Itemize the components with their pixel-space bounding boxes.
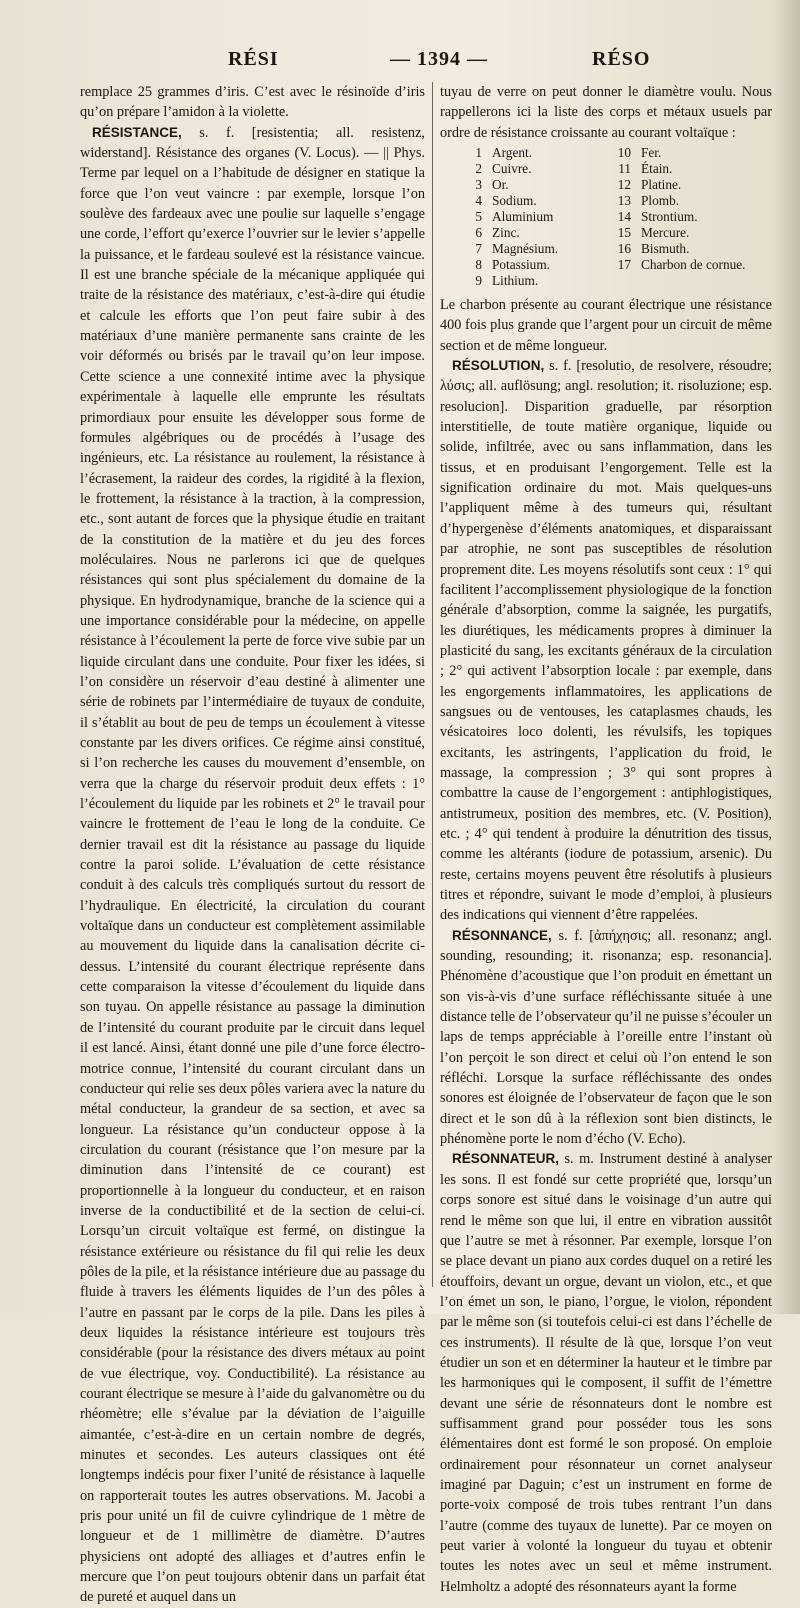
metal-rank: 8 xyxy=(475,257,482,273)
column-divider xyxy=(432,82,433,1287)
metal-item xyxy=(462,273,603,289)
metal-rank: 11 xyxy=(618,161,631,177)
metal-rank: 15 xyxy=(617,225,631,241)
metal-name: Mercure. xyxy=(641,225,690,241)
metal-rank: 1 xyxy=(475,145,482,161)
metal-rank: 4 xyxy=(475,193,482,209)
metal-rank: 10 xyxy=(617,145,631,161)
page-number: — 1394 — xyxy=(390,48,488,70)
metal-item xyxy=(611,193,752,209)
headword-resonnateur: RÉSONNATEUR, xyxy=(452,1151,560,1167)
metal-item xyxy=(462,241,603,257)
metal-item xyxy=(462,145,603,161)
running-head-right: RÉSO xyxy=(592,48,651,70)
left-column xyxy=(80,82,425,1606)
metal-name: Sodium. xyxy=(492,193,537,209)
metal-name: Bismuth. xyxy=(641,241,690,257)
metal-item xyxy=(462,161,603,177)
metal-name: Strontium. xyxy=(641,209,698,225)
entry-resolution xyxy=(440,356,772,926)
right-column xyxy=(440,82,773,1595)
metal-name: Or. xyxy=(492,177,509,193)
headword-resistance: RÉSISTANCE, xyxy=(92,124,182,140)
metal-name: Plomb. xyxy=(641,193,680,209)
metal-rank: 6 xyxy=(475,225,482,241)
metal-item xyxy=(462,209,603,225)
metal-rank: 12 xyxy=(617,177,631,193)
metal-resistance-list xyxy=(462,145,752,289)
metal-item xyxy=(462,177,603,193)
headword-resolution: RÉSOLUTION, xyxy=(452,358,545,374)
metal-name: Aluminium xyxy=(492,209,554,225)
metal-item xyxy=(611,177,752,193)
metal-rank: 3 xyxy=(475,177,482,193)
metal-item xyxy=(611,241,752,257)
metal-name: Platine. xyxy=(641,177,682,193)
entry-resistance xyxy=(80,123,425,1608)
metal-rank: 9 xyxy=(475,273,482,289)
charbon-note: Le charbon présente au courant électrique une résistance 400 fois plus grande que l’argent pour un circuit de même section et de même longueur. xyxy=(440,297,772,354)
entry-resistance-body: s. f. [resistentia; all. resistenz, widerstand]. Résistance des organes (V. Locus). — || Phys. Terme par lequel on a l’habitude de désigner en statique la force que l’on veut vaincre : par exemple, lorsque l’on soulève des fardeaux avec une poulie sur laquelle s’engage une corde, l’effort qu’exerce l’ouvrier sur le levier s’appelle la puissance, et le fardeau soulevé est la résistance vaincue. Il est une branche spéciale de la mécanique appliquée qui traite de la résistance des matériaux, c’est-à-dire qui étudie et calcule les efforts que l’on peut faire subir à des matériaux d’une manière permanente sans crainte de les voir déformés ou brisés par le travail qu’on leur impose. Cette science a une connexité intime avec la physique expérimentale à laquelle elle emprunte les résultats primordiaux pour ensuite les développer sous forme de formules algébriques ou de procédés à l’usage des ingénieurs, etc. La résistance au roulement, la résistance à l’écrasement, la raideur des cordes, la rigidité à la flexion, le frottement, la résistance à la traction, à la compression, etc., sont autant de forces que la physique étudie en traitant de la constitution de la matière et du jeu des forces moléculaires. Nous ne parlerons ici que de quelques résistances qui sont plus spécialement du domaine de la physique. En hydrodynamique, branche de la science qui a une importance considérable pour la médecine, on appelle résistance à l’écoulement la perte de force vive subie par un liquide circulant dans une conduite. Pour fixer les idées, si l’on considère un réservoir d’eau destiné à alimenter une série de robinets par l’intermédiaire de tuyaux de conduite, il s’établit au bout de peu de temps un écoulement à vitesse constante par les divers orifices. Ce régime ainsi constitué, si l’on recherche les causes du mouvement d’ensemble, on verra que la charge du réservoir produit deux effets : 1° l’écoulement du liquide par les robinets et 2° le travail pour vaincre le frottement de l’eau le long de la conduite. Ce dernier travail est dit la résistance au passage du liquide contre la paroi solide. L’évaluation de cette résistance conduit à des calculs très compliqués surtout du ressort de l’hydraulique. En électricité, la circulation du courant voltaïque dans un conducteur est complètement assimilable au mouvement du liquide dans la canalisation décrite ci-dessus. L’intensité du courant électrique représente dans cette comparaison la vitesse d’écoulement du liquide dans son tuyau. On appelle résistance au passage la diminution de l’intensité du courant produite par le circuit dans lequel il est lancé. Ainsi, étant donné une pile d’une force électro-motrice connue, l’intensité du courant circulant dans un conducteur qui relie ses deux pôles variera avec la nature du métal conducteur, la grandeur de sa section, et avec sa longueur. La résistance qu’un conducteur oppose à la circulation du courant (résistance que l’on mesure par la diminution dans l’intensité de ce courant) est proportionnelle à la longueur du conducteur, et en raison inverse de la conductibilité et de la section de celui-ci. Lorsqu’un circuit voltaïque est fermé, on distingue la résistance extérieure ou résistance du fil qui relie les deux pôles de la pile, et la résistance intérieure due au passage du fluide à travers les éléments liquides de l’un des pôles à l’autre en passant par le corps de la pile. Dans les piles à deux liquides la résistance intérieure est toujours très considérable (pour la résistance des divers métaux au point de vue électrique, voy. Conductibilité). La résistance au courant électrique se mesure à l’aide du galvanomètre ou du rhéomètre; elle s’évalue par la déviation de l’aiguille aimantée, c’est-à-dire en un certain nombre de degrés, minutes et secondes. Les auteurs classiques ont été longtemps indécis pour fixer l’unité de résistance à laquelle on rapporterait toutes les autres observations. M. Jacobi a pris pour unité un fil de cuivre cylindrique de 1 mètre de longueur et de 1 millimètre de diamètre. D’autres physiciens ont adopté des alliages et d’autres enfin le mercure que l’on peut toujours obtenir dans un parfait état de pureté et auquel dans un xyxy=(80,124,425,1606)
metal-name: Zinc. xyxy=(492,225,520,241)
metal-name: Argent. xyxy=(492,145,533,161)
continued-entry-text: remplace 25 grammes d’iris. C’est avec le résinoïde d’iris qu’on prépare l’amidon à la violette. xyxy=(80,84,425,121)
metal-name: Potassium. xyxy=(492,257,550,273)
metal-item xyxy=(611,225,752,241)
metal-item xyxy=(611,145,752,161)
metal-name: Magnésium. xyxy=(492,241,559,257)
headword-resonnance: RÉSONNANCE, xyxy=(452,927,552,943)
metal-name: Fer. xyxy=(641,145,662,161)
metal-rank: 17 xyxy=(617,257,631,273)
entry-resolution-body: s. f. [resolutio, de resolvere, résoudre; λύσις; all. auflösung; angl. resolution; it. risoluzione; esp. resolucion]. Disparition graduelle, par résorption interstitielle, de toute matière organique, liquide ou solide, infiltrée, avec ou sans inflammation, dans les tissus, et en produisant l’engorgement. Telle est la signification ordinaire du mot. Mais quelques-uns l’appliquent même à des tumeurs qui, résultant d’hypergenèse d’éléments anatomiques, et disparaissant par atrophie, ne sont pas susceptibles de résolution proprement dite. Les moyens résolutifs sont ceux : 1° qui facilitent l’accomplissement physiologique de la fonction générale d’absorption, comme la saignée, les purgatifs, les diurétiques, les médicaments propres à diminuer la plasticité du sang, les excitants généraux de la circulation ; 2° qui activent l’absorption locale : par exemple, dans les engorgements inflammatoires, les applications de sangsues ou de ventouses, les cataplasmes chauds, les vésicatoires loco dolenti, les révulsifs, les topiques excitants, les astringents, l’application du froid, le massage, la compression ; 3° qui sont propres à combattre la cause de l’engorgement : antiphlogistiques, antistrumeux, position des membres, etc. (V. Position), etc. ; 4° qui tendent à produire la dénutrition des tissus, comme les altérants (iodure de potassium, arsenic). Du reste, certains moyens peuvent être résolutifs à plusieurs titres et répondre, suivant le mode d’emploi, à plusieurs des indications qui viennent d’être rappelées. xyxy=(440,358,772,924)
metal-rank: 2 xyxy=(475,161,482,177)
metal-item xyxy=(611,209,752,225)
entry-resonnateur xyxy=(440,1149,772,1597)
metal-name: Lithium. xyxy=(492,273,539,289)
metal-rank: 5 xyxy=(475,209,482,225)
running-head-left: RÉSI xyxy=(228,48,279,70)
continued-entry-text: tuyau de verre on peut donner le diamètre voulu. Nous rappellerons ici la liste des corps et métaux usuels par ordre de résistance croissante au courant voltaïque : xyxy=(440,84,772,141)
page-edge-shadow xyxy=(774,0,800,1314)
entry-resonnance-body: s. f. [ἀπήχησις; all. resonanz; angl. sounding, resounding; it. risonanza; esp. resonancia]. Phénomène d’acoustique que l’on produit en émettant un son vis-à-vis d’une surface réfléchissante située à une distance telle de l’observateur qu’il ne puisse s’écouler un laps de temps appréciable à l’oreille entre l’instant où l’on perçoit le son direct et celui où l’on entend le son réfléchi. Lorsque la surface réfléchissante des ondes sonores est éloignée de l’observateur de façon que le son direct et le son dû à la réflexion sont bien distincts, le phénomène porte le nom d’écho (V. Echo). xyxy=(440,927,772,1148)
metal-rank: 13 xyxy=(617,193,631,209)
metal-item xyxy=(462,225,603,241)
metal-item xyxy=(611,161,752,177)
metal-rank: 16 xyxy=(617,241,631,257)
metal-item xyxy=(611,257,752,273)
metal-rank: 7 xyxy=(475,241,482,257)
metal-item xyxy=(462,193,603,209)
metal-name: Charbon de cornue. xyxy=(641,257,746,273)
entry-resonnateur-body: s. m. Instrument destiné à analyser les sons. Il est fondé sur cette propriété que, lorsqu’un corps sonore est situé dans le voisinage d’un autre qui rend le même son que lui, il entre en vibration aussitôt que l’autre se met à résonner. Par exemple, lorsque l’on se place devant un piano aux cordes duquel on a retiré les étouffoirs, devant un orgue, devant un violon, etc., et que l’on émet un son, le piano, l’orgue, le violon, répondent par le même son (si toutefois celui-ci est dans l’échelle de ces instruments). Il résulte de là que, lorsque l’on veut étudier un son et en déterminer la hauteur et le timbre par les harmoniques qui le composent, il suffit de l’émettre devant une série de résonnateurs dont le nombre est suffisamment grand pour posséder tous les sons élémentaires dont est formé le son proposé. On emploie ordinairement pour résonnateur un cornet analyseur imaginé par Daguin; c’est un instrument en forme de porte-voix composé de trois tubes rentrant l’un dans l’autre (comme des tuyaux de lunette). Par ce moyen on peut varier à volonté la longueur du tuyau et obtenir toutes les notes avec un seul et même instrument. Helmholtz a adopté des résonnateurs ayant la forme xyxy=(440,1151,773,1595)
entry-resonnance xyxy=(440,926,772,1150)
metal-rank: 14 xyxy=(617,209,631,225)
metal-name: Étain. xyxy=(641,161,673,177)
metal-item xyxy=(462,257,603,273)
metal-name: Cuivre. xyxy=(492,161,532,177)
